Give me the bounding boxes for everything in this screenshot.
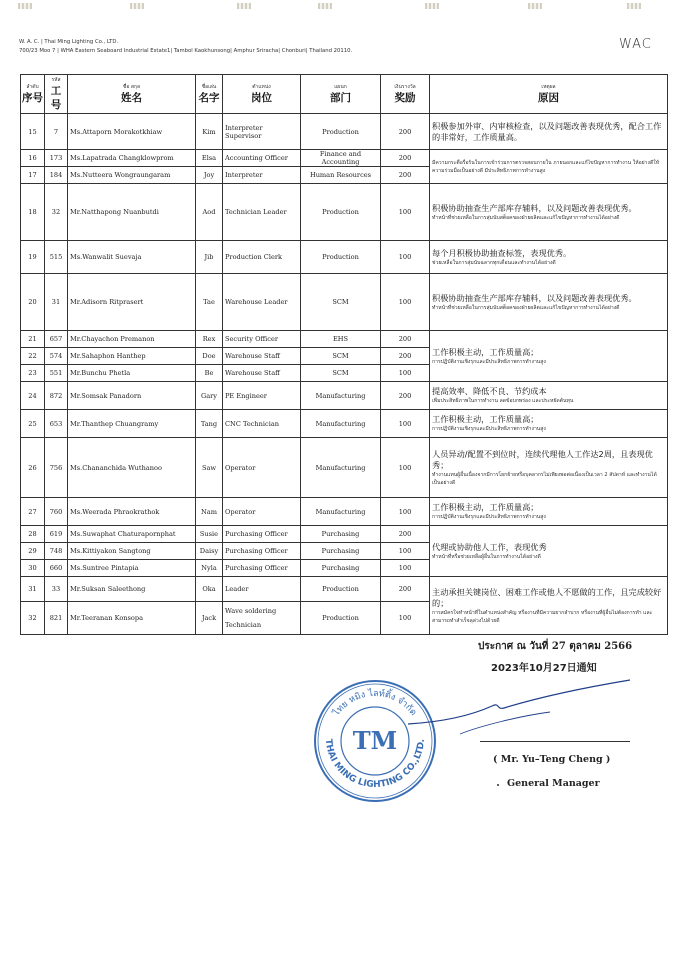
cell-nickname: Jack [196, 602, 223, 635]
cell-name: Mr.Somsak Panadorn [68, 382, 196, 410]
cell-id: 821 [45, 602, 68, 635]
manager-signature [400, 676, 640, 746]
cell-name: Ms.Suwaphat Chaturapornphat [68, 526, 196, 543]
cell-position: Purchasing Officer [223, 526, 301, 543]
cell-id: 32 [45, 184, 68, 241]
table-row [21, 331, 668, 348]
cell-name: Ms.Suntree Pintapia [68, 560, 196, 577]
cell-reward: 100 [381, 543, 430, 560]
cell-nickname: Rex [196, 331, 223, 348]
cell-department: Manufacturing [301, 498, 381, 526]
cell-department: Human Resources [301, 167, 381, 184]
cell-nickname: Nyla [196, 560, 223, 577]
cell-id: 760 [45, 498, 68, 526]
cell-reason: 代理或协助他人工作，表现优秀 ทำหน้าที่หรือช่วยเหลือผู้อื่นในการทำงานได้อย่างดี [430, 526, 668, 577]
cell-position: Operator [223, 438, 301, 498]
company-header [19, 38, 352, 56]
cell-position: CNC Technician [223, 410, 301, 438]
reward-table [20, 74, 668, 635]
cell-id: 756 [45, 438, 68, 498]
cell-no: 31 [21, 577, 45, 602]
cell-reward: 100 [381, 560, 430, 577]
cell-reason: 工作积极主动，工作质量高； การปฏิบัติงานเชิงรุกและมีประสิทธิภาพการทำงานสูง [430, 498, 668, 526]
cell-reason: 工作积极主动，工作质量高； การปฏิบัติงานเชิงรุกและมีประสิทธิภาพการทำงานสูง [430, 331, 668, 382]
cell-no: 24 [21, 382, 45, 410]
cell-no: 19 [21, 241, 45, 274]
cell-name: Ms.Kittiyakon Sangtong [68, 543, 196, 560]
cell-department: Manufacturing [301, 438, 381, 498]
cell-no: 22 [21, 348, 45, 365]
cell-reward: 100 [381, 365, 430, 382]
cell-reason: มีความกระตือรือร้นในการเข้าร่วมการตรวจสอบภายใน ภายนอกและแก้ไขปัญหาการทำงาน ให้อย่างดีให้ความร่วมมือเป็นอย่างดี มีประสิทธิภาพการทำงานสูง [430, 150, 668, 184]
cell-department: SCM [301, 348, 381, 365]
cell-id: 31 [45, 274, 68, 331]
signer-title: General Manager [507, 778, 600, 789]
col-header-reward: เงินรางวัล 奖励 [381, 75, 430, 114]
cell-name: Ms.Chananchida Wuthanoo [68, 438, 196, 498]
table-row [21, 274, 668, 331]
cell-no: 26 [21, 438, 45, 498]
cell-department: Production [301, 577, 381, 602]
table-row [21, 184, 668, 241]
table-row [21, 577, 668, 602]
col-header-id: รหัส 工号 [45, 75, 68, 114]
cell-position: Technician Leader [223, 184, 301, 241]
cell-position: Leader [223, 577, 301, 602]
cell-id: 660 [45, 560, 68, 577]
cell-nickname: Joy [196, 167, 223, 184]
cell-position: Warehouse Staff [223, 365, 301, 382]
announcement-date-thai: ประกาศ ณ วันที่ 27 ตุลาคม 2566 [478, 641, 633, 652]
cell-position: Warehouse Leader [223, 274, 301, 331]
company-name: W. A. C. | Thai Ming Lighting Co., LTD. [19, 39, 119, 45]
cell-nickname: Gary [196, 382, 223, 410]
table-header-row [21, 75, 668, 114]
cell-no: 29 [21, 543, 45, 560]
cell-name: Mr.Adisorn Ritprasert [68, 274, 196, 331]
col-header-name: ชื่อ สกุล 姓名 [68, 75, 196, 114]
cell-reward: 100 [381, 274, 430, 331]
cell-reward: 100 [381, 241, 430, 274]
table-row [21, 114, 668, 150]
scan-edge-strip [0, 0, 693, 14]
cell-nickname: Jib [196, 241, 223, 274]
table-row [21, 438, 668, 498]
cell-reward: 100 [381, 184, 430, 241]
cell-name: Mr.Chayachon Premanon [68, 331, 196, 348]
cell-nickname: Aod [196, 184, 223, 241]
cell-reward: 200 [381, 382, 430, 410]
cell-department: Production [301, 184, 381, 241]
cell-position: PE Engineer [223, 382, 301, 410]
cell-reward: 100 [381, 498, 430, 526]
table-row [21, 382, 668, 410]
cell-department: Purchasing [301, 526, 381, 543]
cell-no: 16 [21, 150, 45, 167]
cell-reward: 100 [381, 602, 430, 635]
cell-no: 15 [21, 114, 45, 150]
cell-nickname: Nam [196, 498, 223, 526]
company-address: 700/23 Moo 7 | WHA Eastern Seaboard Industrial Estate1| Tambol Kaokhunsong| Amphur Sriracha| Chonburi| Thailand 20110. [19, 48, 353, 54]
signature-line [480, 741, 630, 742]
cell-reason: 人员异动/配置不到位时，连续代理他人工作达2周，且表现优秀； ทำงานแทนผู้อื่นเนื่องจากมีการโยกย้ายหรือบุคลากรไม่เพียงพอต่อเนื่องเป็นเวลา 2 สัปดาห์ และทำงานได้เป็นอย่างดี [430, 438, 668, 498]
cell-position: Purchasing Officer [223, 543, 301, 560]
cell-id: 33 [45, 577, 68, 602]
cell-reward: 200 [381, 331, 430, 348]
cell-name: Mr.Suksan Saleethong [68, 577, 196, 602]
table-row [21, 241, 668, 274]
cell-no: 32 [21, 602, 45, 635]
col-header-reason: เหตุผล 原因 [430, 75, 668, 114]
cell-reward: 100 [381, 438, 430, 498]
cell-id: 619 [45, 526, 68, 543]
cell-id: 7 [45, 114, 68, 150]
cell-department: EHS [301, 331, 381, 348]
signer-name: ( Mr. Yu–Teng Cheng ) [493, 754, 611, 765]
table-row [21, 410, 668, 438]
cell-no: 18 [21, 184, 45, 241]
seal-text-thai: ไทย หมิง ไลท์ติ้ง จำกัด [331, 688, 419, 718]
cell-id: 515 [45, 241, 68, 274]
cell-name: Mr.Natthapong Nuanbutdi [68, 184, 196, 241]
cell-position: Warehouse Staff [223, 348, 301, 365]
cell-position: Production Clerk [223, 241, 301, 274]
cell-nickname: Be [196, 365, 223, 382]
cell-no: 27 [21, 498, 45, 526]
cell-id: 653 [45, 410, 68, 438]
cell-department: Purchasing [301, 560, 381, 577]
cell-no: 30 [21, 560, 45, 577]
cell-nickname: Elsa [196, 150, 223, 167]
cell-name: Ms.Nutteera Wongraungaram [68, 167, 196, 184]
announcement-date-chinese: 2023年10月27日通知 [491, 663, 597, 674]
cell-department: Manufacturing [301, 382, 381, 410]
cell-reason: 工作积极主动，工作质量高； การปฏิบัติงานเชิงรุกและมีประสิทธิภาพการทำงานสูง [430, 410, 668, 438]
seal-text-english: THAI MING LIGHTING CO.,LTD. [322, 738, 428, 791]
col-header-no: ลำดับ 序号 [21, 75, 45, 114]
signer-dot [497, 784, 499, 786]
cell-name: Ms.Lapatrada Changklowprom [68, 150, 196, 167]
cell-nickname: Kim [196, 114, 223, 150]
cell-nickname: Daisy [196, 543, 223, 560]
cell-nickname: Oka [196, 577, 223, 602]
seal-monogram: TM [352, 726, 398, 755]
cell-id: 657 [45, 331, 68, 348]
col-header-nickname: ชื่อเล่น 名字 [196, 75, 223, 114]
cell-position: Security Officer [223, 331, 301, 348]
cell-id: 574 [45, 348, 68, 365]
cell-reward: 200 [381, 348, 430, 365]
cell-reason: 提高效率、降低不良、节约成本 เพิ่มประสิทธิภาพในการทำงาน ลดข้อบกพร่อง และประหยัดต้นทุน [430, 382, 668, 410]
cell-no: 23 [21, 365, 45, 382]
cell-reason: 积极协助抽查生产部库存辅料，以及问题改善表现优秀。 ทำหน้าที่ช่วยเหลือในการสุ่มนับสต็อคของฝ่ายผลิตและแก้ไขปัญหาการทำงานได้อย่างดี [430, 274, 668, 331]
col-header-department: แผนก 部门 [301, 75, 381, 114]
table-row [21, 150, 668, 167]
cell-department: Purchasing [301, 543, 381, 560]
cell-position: Wave soldering Technician [223, 602, 301, 635]
cell-department: Production [301, 602, 381, 635]
cell-reason: 积极参加外审、内审核检查，以及问题改善表现优秀，配合工作的非常好，工作质量高。 [430, 114, 668, 150]
cell-reward: 200 [381, 167, 430, 184]
cell-nickname: Saw [196, 438, 223, 498]
cell-name: Ms.Weerada Phraokrathok [68, 498, 196, 526]
cell-no: 25 [21, 410, 45, 438]
col-header-position: ตำแหน่ง 岗位 [223, 75, 301, 114]
table-row [21, 498, 668, 526]
cell-reward: 200 [381, 526, 430, 543]
cell-nickname: Tang [196, 410, 223, 438]
cell-id: 551 [45, 365, 68, 382]
cell-department: SCM [301, 274, 381, 331]
cell-reward: 200 [381, 114, 430, 150]
cell-department: SCM [301, 365, 381, 382]
cell-reward: 100 [381, 410, 430, 438]
cell-reason: 每个月积极协助抽查标签，表现优秀。 ช่วยเหลือในการสุ่มนับฉลากทุกเดือนและทำงานได้อย่างดี [430, 241, 668, 274]
cell-reason: 积极协助抽查生产部库存辅料，以及问题改善表现优秀。 ทำหน้าที่ช่วยเหลือในการสุ่มนับสต็อคของฝ่ายผลิตและแก้ไขปัญหาการทำงานได้อย่างดี [430, 184, 668, 241]
cell-nickname: Tae [196, 274, 223, 331]
cell-name: Ms.Attaporn Morakotkhiaw [68, 114, 196, 150]
cell-nickname: Susie [196, 526, 223, 543]
cell-position: Operator [223, 498, 301, 526]
cell-nickname: Doe [196, 348, 223, 365]
cell-id: 748 [45, 543, 68, 560]
cell-position: Purchasing Officer [223, 560, 301, 577]
cell-name: Mr.Bunchu Phetla [68, 365, 196, 382]
cell-no: 17 [21, 167, 45, 184]
cell-position: Interpreter Supervisor [223, 114, 301, 150]
cell-name: Mr.Teeranan Konsopa [68, 602, 196, 635]
cell-department: Manufacturing [301, 410, 381, 438]
wac-logo: WAC [619, 37, 652, 52]
cell-no: 20 [21, 274, 45, 331]
cell-id: 173 [45, 150, 68, 167]
cell-department: Production [301, 241, 381, 274]
cell-name: Mr.Sahaphon Hanthep [68, 348, 196, 365]
table-row [21, 526, 668, 543]
cell-reason: 主动承担关键岗位、困难工作或他人不愿做的工作，且完成较好的； การสมัครใจทำหน้าที่ในตำแหน่งสำคัญ หรืองานที่มีความยากลำบาก หรืองานที่ผู้อื่นไม่ต้องการทำ และสามารถทำสำเร็จลุล่วงไปด้วยดี [430, 577, 668, 635]
cell-name: Ms.Wanwalit Suevaja [68, 241, 196, 274]
cell-position: Interpreter [223, 167, 301, 184]
cell-id: 184 [45, 167, 68, 184]
cell-department: Finance and Accounting [301, 150, 381, 167]
cell-no: 28 [21, 526, 45, 543]
cell-department: Production [301, 114, 381, 150]
cell-position: Accounting Officer [223, 150, 301, 167]
cell-id: 872 [45, 382, 68, 410]
cell-name: Mr.Thanthep Chuangramy [68, 410, 196, 438]
cell-reward: 200 [381, 577, 430, 602]
cell-reward: 200 [381, 150, 430, 167]
cell-no: 21 [21, 331, 45, 348]
